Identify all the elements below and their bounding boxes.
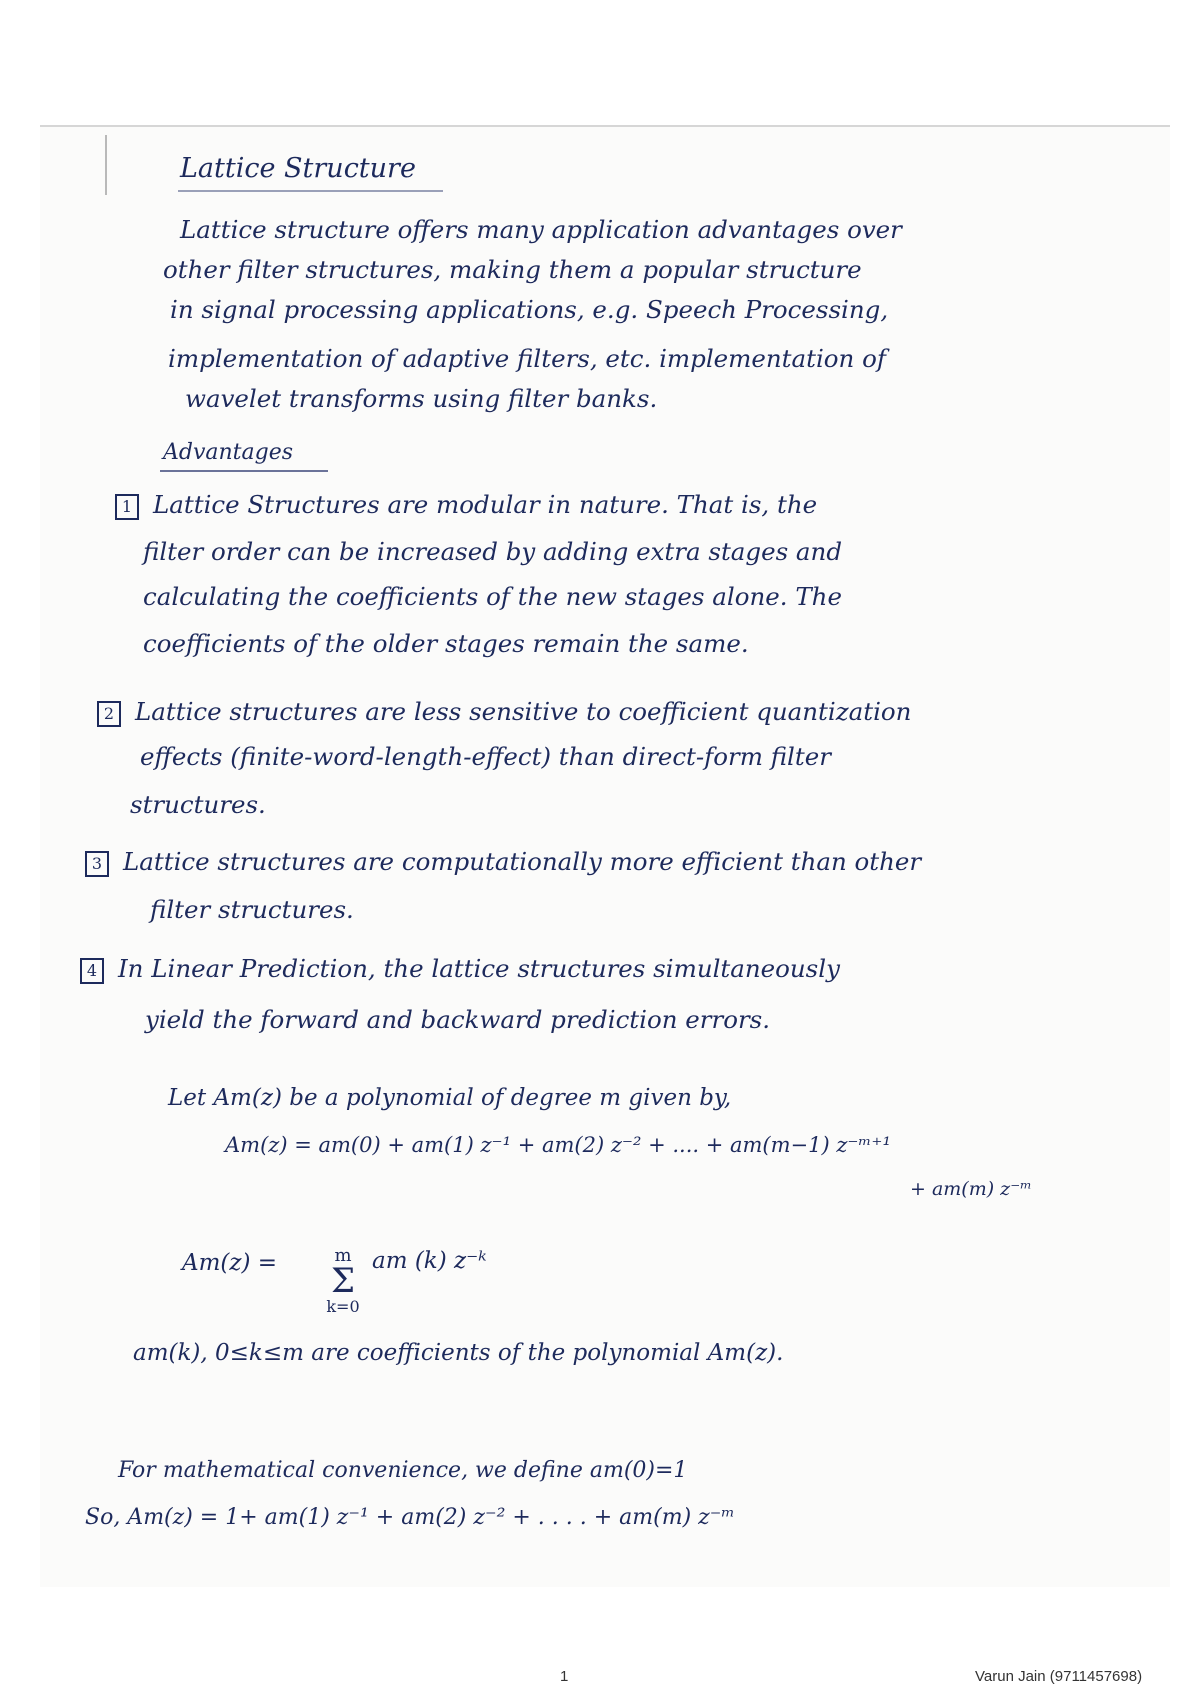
title-underline xyxy=(178,190,443,192)
summation-term: am (k) z⁻ᵏ xyxy=(372,1248,487,1274)
summation-symbol xyxy=(323,1245,363,1316)
advantage-3-line-1 xyxy=(85,847,922,877)
advantage-2-text: Lattice structures are less sensitive to coefficient quantization xyxy=(135,697,912,726)
page-title: Lattice Structure xyxy=(180,153,416,184)
advantage-4-text: In Linear Prediction, the lattice structures simultaneously xyxy=(118,954,840,983)
advantage-4-line-2: yield the forward and backward prediction errors. xyxy=(145,1005,771,1034)
page-number: 1 xyxy=(560,1668,569,1685)
advantage-1-line-4: coefficients of the older stages remain the same. xyxy=(143,629,749,658)
advantage-1-text: Lattice Structures are modular in nature. That is, the xyxy=(153,490,818,519)
author-credit: Varun Jain (9711457698) xyxy=(975,1668,1143,1685)
advantage-1-number: 1 xyxy=(115,494,139,520)
advantage-1-line-3: calculating the coefficients of the new stages alone. The xyxy=(143,582,842,611)
page-margin-line xyxy=(105,135,107,195)
advantages-heading: Advantages xyxy=(163,440,294,465)
advantages-underline xyxy=(160,470,328,472)
convenience-definition: For mathematical convenience, we define am(0)=1 xyxy=(118,1458,688,1483)
advantage-4-number: 4 xyxy=(80,958,104,984)
coefficients-note: am(k), 0≤k≤m are coefficients of the polynomial Am(z). xyxy=(133,1340,784,1366)
intro-line-2: other filter structures, making them a popular structure xyxy=(163,255,862,284)
summation-lhs: Am(z) = xyxy=(182,1250,278,1276)
intro-line-5: wavelet transforms using filter banks. xyxy=(185,384,658,413)
summation-upper-limit: m xyxy=(334,1245,352,1266)
intro-line-1: Lattice structure offers many application advantages over xyxy=(180,215,902,244)
polynomial-intro: Let Am(z) be a polynomial of degree m given by, xyxy=(168,1085,732,1111)
advantage-2-line-3: structures. xyxy=(130,790,266,819)
advantage-2-number: 2 xyxy=(97,701,121,727)
advantage-4-line-1 xyxy=(80,954,840,984)
advantage-1-line-2: filter order can be increased by adding extra stages and xyxy=(143,537,843,566)
normalized-polynomial: So, Am(z) = 1+ am(1) z⁻¹ + am(2) z⁻² + . . . . + am(m) z⁻ᵐ xyxy=(85,1505,735,1530)
advantage-3-line-2: filter structures. xyxy=(150,895,354,924)
advantage-2-line-1 xyxy=(97,697,912,727)
advantage-3-text: Lattice structures are computationally more efficient than other xyxy=(123,847,922,876)
summation-lower-limit: k=0 xyxy=(326,1296,360,1316)
intro-line-4: implementation of adaptive filters, etc. implementation of xyxy=(168,344,886,373)
advantage-3-number: 3 xyxy=(85,851,109,877)
advantage-2-line-2: effects (finite-word-length-effect) than direct-form filter xyxy=(140,742,831,771)
advantage-1-line-1 xyxy=(115,490,818,520)
polynomial-equation-line-1: Am(z) = am(0) + am(1) z⁻¹ + am(2) z⁻² + .... + am(m−1) z⁻ᵐ⁺¹ xyxy=(225,1133,891,1157)
intro-line-3: in signal processing applications, e.g. Speech Processing, xyxy=(170,295,889,324)
sigma-icon: Σ xyxy=(330,1261,356,1301)
polynomial-equation-line-2: + am(m) z⁻ᵐ xyxy=(910,1178,1032,1200)
